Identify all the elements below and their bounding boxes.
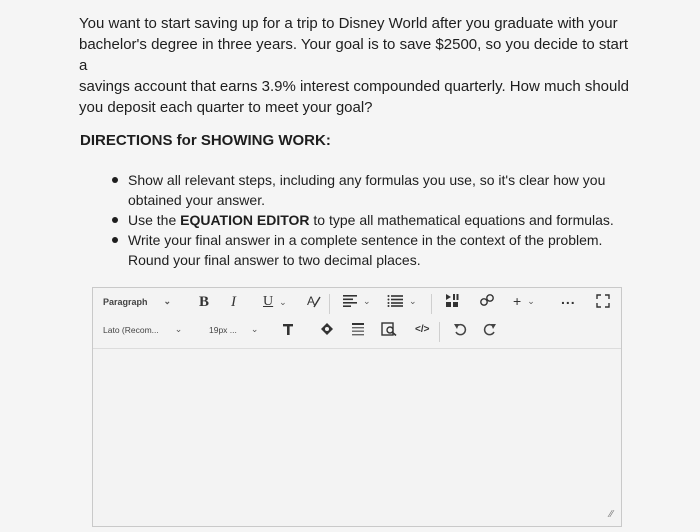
directions-item-text: obtained your answer.	[128, 192, 265, 208]
rich-text-editor	[92, 287, 622, 527]
align-icon	[343, 295, 357, 307]
superscript-icon	[281, 322, 295, 336]
directions-item	[108, 210, 648, 230]
question-line: bachelor's degree in three years. Your goal is to save $2500, so you decide to start a	[79, 36, 629, 74]
editor-content-area[interactable]	[93, 349, 621, 526]
highlight-icon	[319, 322, 335, 336]
chevron-down-icon: ⌄	[279, 296, 287, 307]
find-button[interactable]	[381, 322, 397, 336]
bold-button[interactable]: B	[199, 294, 210, 310]
chevron-down-icon: ⌄	[363, 295, 371, 306]
underline-button[interactable]	[263, 294, 287, 310]
insert-button[interactable]	[513, 293, 535, 309]
equation-editor-emphasis: EQUATION EDITOR	[180, 212, 310, 228]
underline-label: U	[263, 294, 274, 309]
code-icon: </>	[415, 324, 430, 335]
question-line: you deposit each quarter to meet your goal?	[79, 99, 373, 116]
directions-item-text: Write your final answer in a complete sentence in the context of the problem.	[128, 232, 603, 248]
toolbar-divider	[439, 322, 440, 342]
chevron-down-icon: ⌄	[527, 295, 535, 306]
font-family-select-label: Lato (Recom...	[103, 324, 159, 335]
directions-item-text: to type all mathematical equations and formulas.	[309, 212, 614, 228]
font-size-select-label: 19px ...	[209, 324, 237, 335]
fullscreen-button[interactable]	[596, 294, 610, 308]
editor-toolbar	[93, 288, 621, 349]
redo-button[interactable]	[483, 322, 497, 336]
chevron-down-icon: ⌄	[163, 296, 172, 306]
align-button[interactable]	[343, 295, 371, 307]
fullscreen-icon	[596, 294, 610, 308]
chevron-down-icon: ⌄	[409, 295, 417, 306]
media-button[interactable]	[445, 293, 459, 309]
toolbar-divider	[329, 294, 330, 314]
link-icon	[479, 293, 495, 307]
more-icon: ...	[561, 291, 576, 307]
table-button[interactable]	[351, 322, 365, 336]
undo-button[interactable]	[453, 322, 467, 336]
paragraph-select-label: Paragraph	[103, 296, 148, 307]
media-icon	[445, 293, 459, 309]
directions-item-text: Show all relevant steps, including any formulas you use, so it's clear how you	[128, 172, 606, 188]
svg-text:A: A	[307, 294, 316, 308]
highlight-button[interactable]	[319, 322, 335, 336]
paragraph-select[interactable]	[103, 296, 171, 307]
find-icon	[381, 322, 397, 336]
directions-title: DIRECTIONS for SHOWING WORK:	[80, 132, 331, 149]
directions-item-text: Use the	[128, 212, 181, 228]
directions-item	[108, 170, 648, 210]
question-line: You want to start saving up for a trip to Disney World after you graduate with your	[79, 15, 618, 32]
directions-list	[108, 170, 648, 270]
font-family-select[interactable]	[103, 324, 182, 335]
undo-icon	[453, 322, 467, 336]
text-color-icon	[305, 293, 321, 309]
directions-item	[108, 230, 648, 270]
text-color-button[interactable]	[305, 293, 321, 309]
resize-handle-icon[interactable]: ∕∕	[609, 509, 613, 520]
question-line: savings account that earns 3.9% interest compounded quarterly. How much should	[79, 78, 630, 95]
question-text	[79, 13, 639, 118]
list-button[interactable]	[387, 295, 417, 307]
chevron-down-icon: ⌄	[174, 324, 183, 334]
more-button[interactable]	[561, 291, 576, 307]
toolbar-divider	[431, 294, 432, 314]
code-button[interactable]	[415, 324, 429, 335]
font-size-select[interactable]	[209, 324, 258, 335]
directions-item-text: Round your final answer to two decimal places.	[128, 252, 421, 268]
superscript-button[interactable]	[281, 322, 295, 336]
link-button[interactable]	[479, 293, 495, 307]
plus-icon: +	[513, 293, 522, 309]
table-icon	[351, 322, 365, 336]
italic-button[interactable]: I	[231, 294, 236, 310]
redo-icon	[483, 322, 497, 336]
list-icon	[387, 295, 403, 307]
chevron-down-icon: ⌄	[250, 324, 259, 334]
